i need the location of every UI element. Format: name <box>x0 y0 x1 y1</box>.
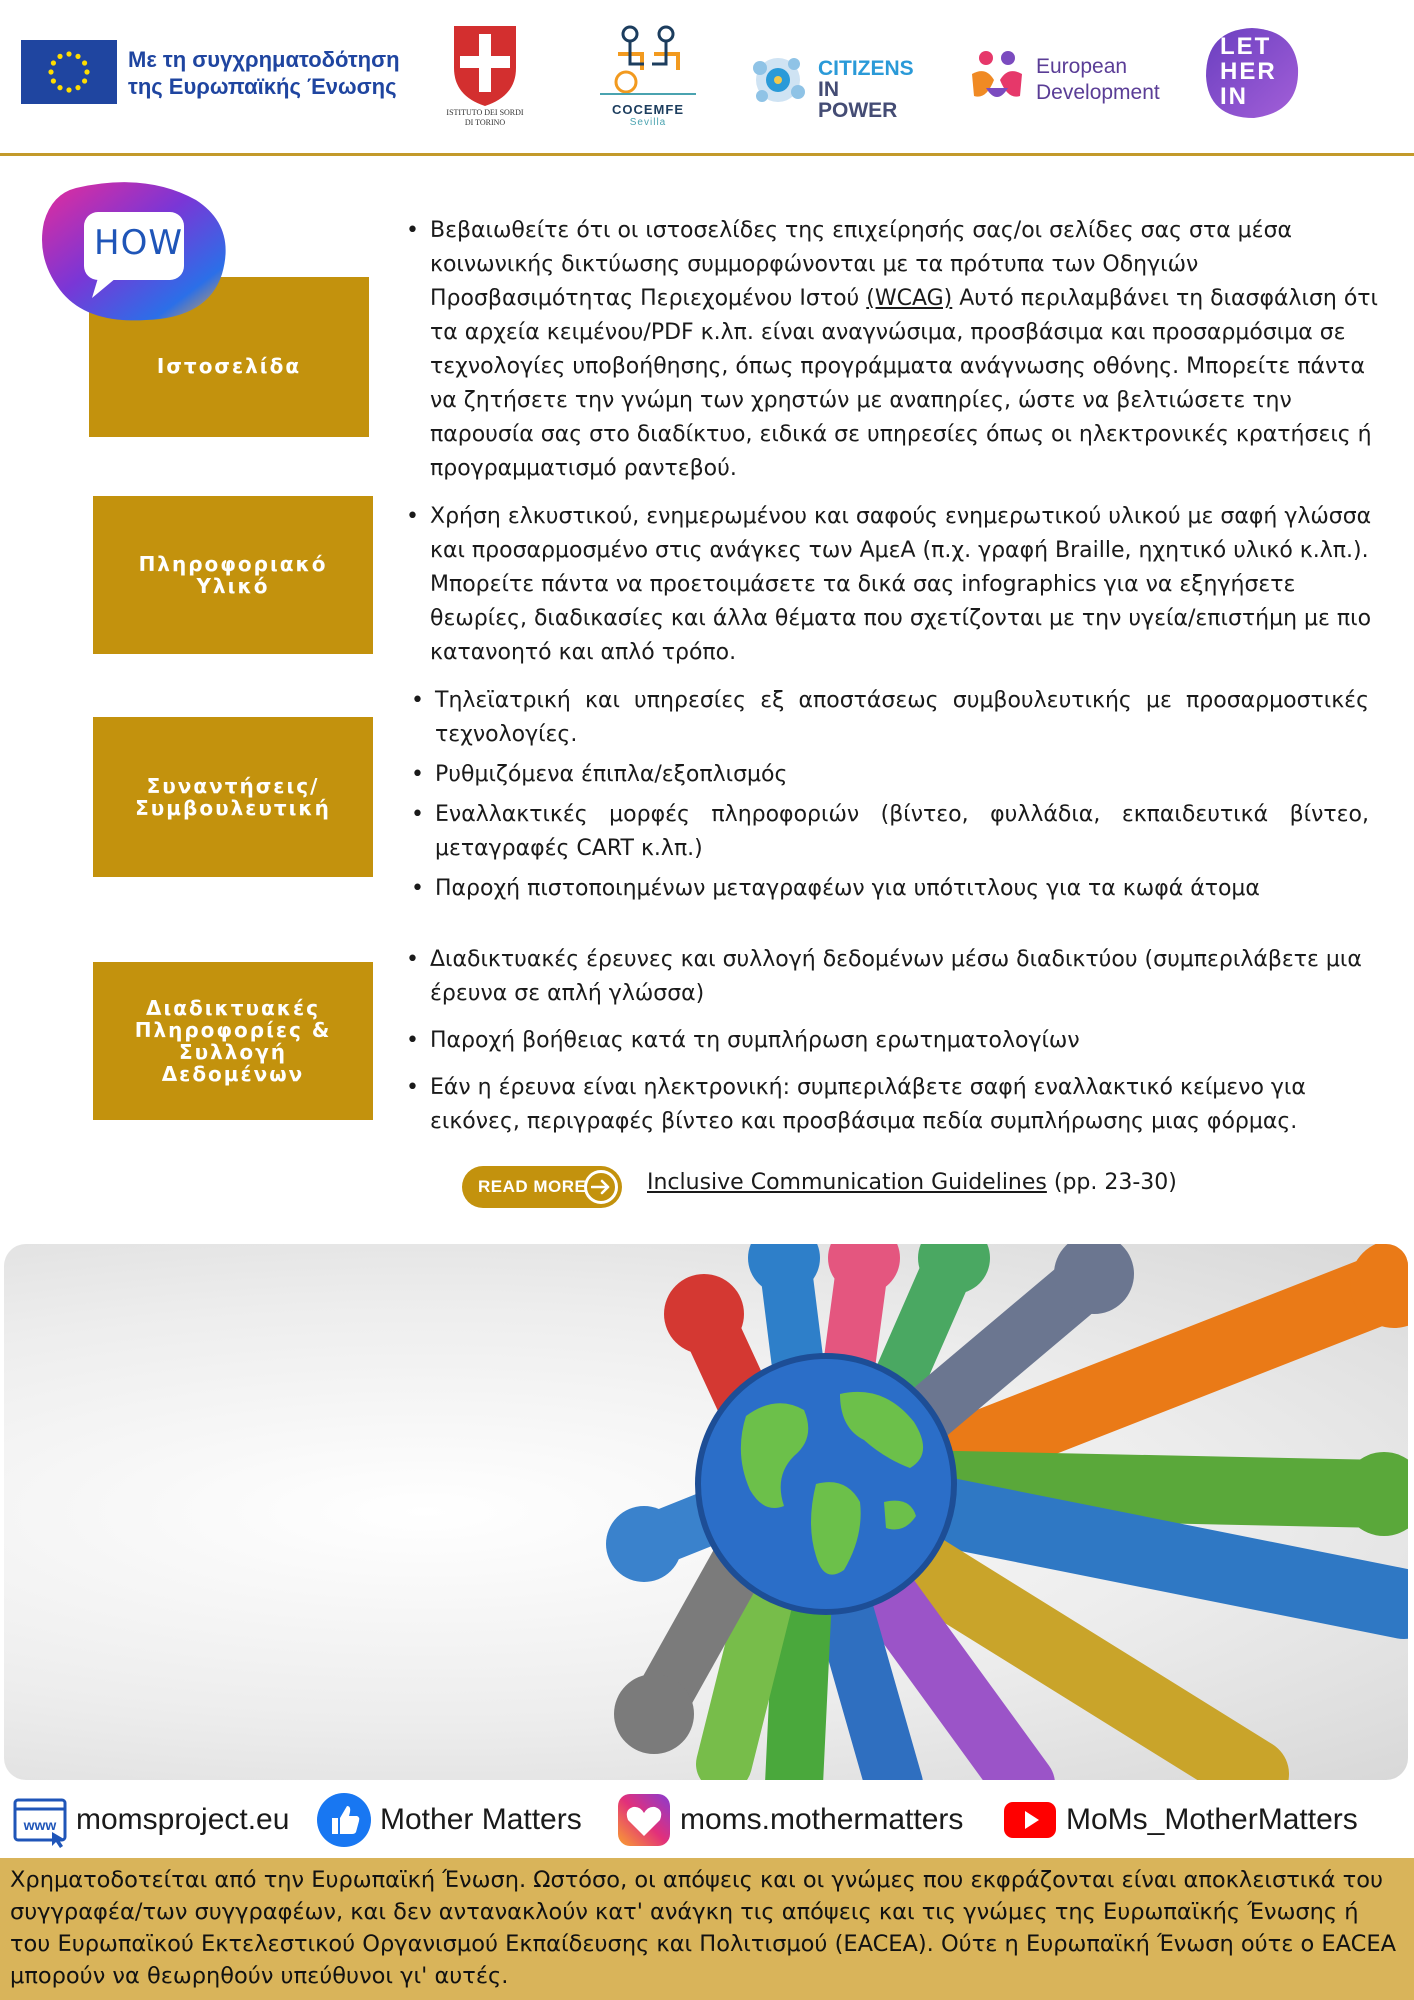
torino-caption-line2: DI TORINO <box>464 118 506 127</box>
header-divider <box>0 153 1414 156</box>
eu-funding-line1: Με τη συγχρηματοδότηση <box>128 47 400 72</box>
let-her-in-text <box>1220 34 1277 109</box>
social-links-bar <box>0 1790 1414 1850</box>
list-item: • Τηλεϊατρική και υπηρεσίες εξ αποστάσεως συμβουλευτικής με προσαρμοστικές τεχνολογίες. <box>409 684 1369 752</box>
section-bullets-online-data <box>404 943 1384 1152</box>
funding-disclaimer <box>0 1858 1414 2000</box>
youtube-play-icon <box>1002 1792 1058 1848</box>
facebook-link[interactable] <box>316 1790 582 1850</box>
list-item: • Διαδικτυακές έρευνες και συλλογή δεδομένων μέσω διαδικτύου (συμπεριλάβετε μια έρευνα σε απλή γλώσσα) <box>404 943 1384 1011</box>
eu-funding-label <box>128 46 400 100</box>
list-item: • Παροχή πιστοποιημένων μεταγραφέων για υπότιτλους για τα κωφά άτομα <box>409 872 1369 906</box>
bullet-text: Βεβαιωθείτε ότι οι ιστοσελίδες της επιχείρησής σας/οι σελίδες σας στα μέσα κοινωνικής δικτύωσης συμμορφώνονται με τα πρότυπα των Οδηγιών Προσβασιμότητας Περιεχομένου Ιστού <box>430 218 1293 311</box>
guidelines-link[interactable]: Inclusive Communication Guidelines <box>647 1170 1047 1195</box>
eurodev-line1: European <box>1036 55 1128 78</box>
section-label-text: Συναντήσεις/ Συμβουλευτική <box>135 774 331 820</box>
citizens-line1: CITIZENS <box>818 57 914 80</box>
section-label-meetings <box>93 717 373 877</box>
section-bullets-info-material <box>404 500 1384 670</box>
list-item: • Εναλλακτικές μορφές πληροφοριών (βίντεο, φυλλάδια, εκπαιδευτικά βίντεο, μεταγραφές CART κ.λπ.) <box>409 798 1369 866</box>
section-label-info-material <box>93 496 373 654</box>
instagram-link[interactable] <box>616 1790 963 1850</box>
section-label-online-data <box>93 962 373 1120</box>
citizens-text <box>818 58 922 121</box>
read-more-button[interactable] <box>462 1166 622 1208</box>
torino-caption-line1: ISTITUTO DEI SORDI <box>446 108 524 117</box>
facebook-like-icon <box>316 1792 372 1848</box>
youtube-label: MoMs_MotherMatters <box>1066 1803 1358 1836</box>
list-item: • Παροχή βοήθειας κατά τη συμπλήρωση ερωτηματολογίων <box>404 1024 1384 1058</box>
list-item: • Εάν η έρευνα είναι ηλεκτρονική: συμπεριλάβετε σαφή εναλλακτικό κείμενο για εικόνες, περιγραφές βίντεο και προσβάσιμα πεδία συμπλήρωσης μιας φόρμας. <box>404 1071 1384 1139</box>
torino-shield-icon <box>450 22 520 108</box>
arrow-right-icon <box>584 1170 618 1204</box>
section-label-text: Πληροφοριακό Υλικό <box>138 552 328 598</box>
european-development-text <box>1036 54 1160 106</box>
guidelines-pages: (pp. 23-30) <box>1053 1170 1177 1195</box>
european-development-logo <box>964 44 1184 114</box>
cocemfe-people-icon <box>598 24 698 96</box>
letherin-line3: IN <box>1220 83 1248 110</box>
cocemfe-name: COCEMFE <box>612 102 684 117</box>
letherin-line2: HER <box>1220 58 1277 85</box>
letherin-line1: LET <box>1220 33 1272 60</box>
torino-logo <box>440 22 530 134</box>
list-item: • Χρήση ελκυστικού, ενημερωμένου και σαφούς ενημερωτικού υλικού με σαφή γλώσσα και προσαρμοσμένο στις ανάγκες των ΑμεΑ (π.χ. γραφή Braille, ηχητικό υλικό κ.λπ.). Μπορείτε πάντα να προετοιμάσετε τα δικά σας infographics για να εξηγήσετε θεωρίες, διαδικασίες και άλλα θέματα που σχετίζονται με την υγεία/επιστήμη με πιο κατανοητό και απλό τρόπο. <box>404 500 1384 670</box>
section-bullets-website <box>404 214 1384 486</box>
citizens-in-power-logo <box>742 44 922 122</box>
website-link[interactable] <box>12 1790 289 1850</box>
eurodev-line2: Development <box>1036 81 1160 104</box>
disclaimer-text: Χρηματοδοτείται από την Ευρωπαϊκή Ένωση. Ωστόσο, οι απόψεις και οι γνώμες που εκφράζονται είναι αποκλειστικά του συγγραφέα/των συγγραφέων, και δεν αντανακλούν κατ' ανάγκη τις απόψεις και τις γνώμες της Ευρωπαϊκής Ένωσης ή του Ευρωπαϊκού Εκτελεστικού Οργανισμού Εκπαίδευσης και Πολιτισμού (EACEA). Ούτε η Ευρωπαϊκή Ένωση ούτε ο EACEA μπορούν να θεωρηθούν υπεύθυνοι γι' αυτές. <box>10 1867 1396 1989</box>
hands-around-globe-image <box>4 1244 1408 1780</box>
read-more-label: READ MORE <box>478 1177 587 1196</box>
cocemfe-sub: Sevilla <box>629 117 667 128</box>
wcag-link[interactable]: (WCAG) <box>866 286 953 311</box>
eu-flag-icon <box>21 40 117 104</box>
eu-funding-line2: της Ευρωπαϊκής Ένωσης <box>128 74 397 99</box>
cocemfe-logo <box>590 24 706 142</box>
how-text: HOW <box>94 223 183 263</box>
header-logo-bar <box>0 0 1414 154</box>
section-bullets-meetings <box>409 684 1369 912</box>
section-label-text: Ιστοσελίδα <box>156 354 302 378</box>
how-badge <box>36 178 232 328</box>
let-her-in-logo <box>1202 26 1302 120</box>
website-icon <box>12 1792 68 1848</box>
list-item <box>404 214 1384 486</box>
bullet-text: Αυτό περιλαμβάνει τη διασφάλιση ότι τα αρχεία κειμένου/PDF κ.λπ. είναι αναγνώσιμα, προσβάσιμα και προσαρμόσιμα σε τεχνολογίες υποβοήθησης, όπως προγράμματα ανάγνωσης οθόνης. Μπορείτε πάντα να ζητήσετε την γνώμη των χρηστών με αναπηρίες, ώστε να βελτιώσετε την παρουσία σας στο διαδίκτυο, ειδικά σε υπηρεσίες όπως οι ηλεκτρονικές κρατήσεις ή προγραμματισμό ραντεβού. <box>430 286 1378 481</box>
citizens-line2: IN POWER <box>818 78 898 122</box>
citizens-flower-icon <box>742 44 814 116</box>
instagram-heart-icon <box>616 1792 672 1848</box>
youtube-link[interactable] <box>1002 1790 1358 1850</box>
guidelines-reference <box>647 1167 1177 1199</box>
svg-text:www: www <box>23 1817 57 1833</box>
list-item: • Ρυθμιζόμενα έπιπλα/εξοπλισμός <box>409 758 1369 792</box>
facebook-label: Mother Matters <box>380 1803 582 1836</box>
globe-with-hands-illustration <box>4 1244 1408 1780</box>
section-label-text: Διαδικτυακές Πληροφορίες & Συλλογή Δεδομένων <box>134 996 332 1086</box>
website-label: momsproject.eu <box>76 1803 290 1836</box>
european-development-people-icon <box>964 44 1030 110</box>
instagram-label: moms.mothermatters <box>680 1803 964 1836</box>
